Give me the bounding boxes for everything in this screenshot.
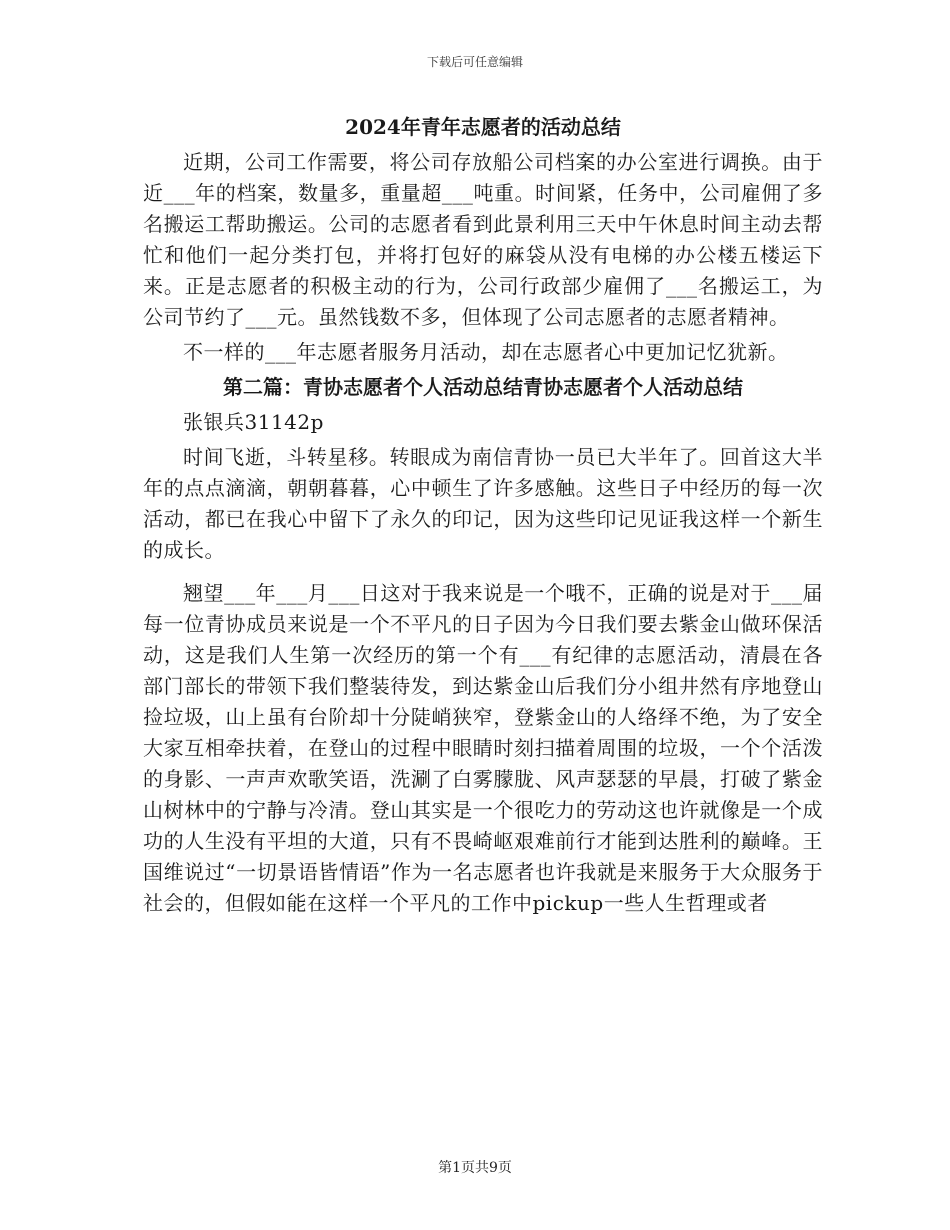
paragraph: 翘望___年___月___日这对于我来说是一个哦不，正确的说是对于___届每一位青协成员来说是一个不平凡的日子因为今日我们要去紫金山做环保活动，这是我们人生第一次经历的第一个有___有纪律的志愿活动，清晨在各部门部长的带领下我们整装待发，到达紫金山后我们分小组井然有序地登山捡垃圾，山上虽有台阶却十分陡峭狭窄，登紫金山的人络绎不绝，为了安全大家互相牵扶着，在登山的过程中眼睛时刻扫描着周围的垃圾，一个个活泼的身影、一声声欢歌笑语，洗涮了白雾朦胧、风声瑟瑟的早晨，打破了紫金山树林中的宁静与冷清。登山其实是一个很吃力的劳动这也许就像是一个成功的人生没有平坦的大道，只有不畏崎岖艰难前行才能到达胜利的巅峰。王国维说过“一切景语皆情语”作为一名志愿者也许我就是来服务于大众服务于社会的，但假如能在这样一个平凡的工作中pickup一些人生哲理或者 [143, 581, 823, 915]
paragraph: 不一样的___年志愿者服务月活动，却在志愿者心中更加记忆犹新。 [183, 340, 789, 364]
document-title: 2024年青年志愿者的活动总结 [345, 115, 621, 139]
page-indicator: 第1页共9页 [438, 1160, 512, 1176]
author-line: 张银兵31142p [183, 410, 324, 434]
document-body [143, 112, 823, 923]
section-subtitle: 第二篇：青协志愿者个人活动总结青协志愿者个人活动总结 [223, 375, 743, 399]
paragraph: 近期，公司工作需要，将公司存放船公司档案的办公室进行调换。由于近___年的档案，数量多，重量超___吨重。时间紧，任务中，公司雇佣了多名搬运工帮助搬运。公司的志愿者看到此景利用三天中午休息时间主动去帮忙和他们一起分类打包，并将打包好的麻袋从没有电梯的办公楼五楼运下来。正是志愿者的积极主动的行为，公司行政部少雇佣了___名搬运工，为公司节约了___元。虽然钱数不多，但体现了公司志愿者的志愿者精神。 [143, 150, 823, 329]
paragraph: 时间飞逝，斗转星移。转眼成为南信青协一员已大半年了。回首这大半年的点点滴滴，朝朝暮暮，心中顿生了许多感触。这些日子中经历的每一次活动，都已在我心中留下了永久的印记，因为这些印记见证我这样一个新生的成长。 [143, 445, 823, 562]
header-note: 下载后可任意编辑 [426, 55, 523, 69]
